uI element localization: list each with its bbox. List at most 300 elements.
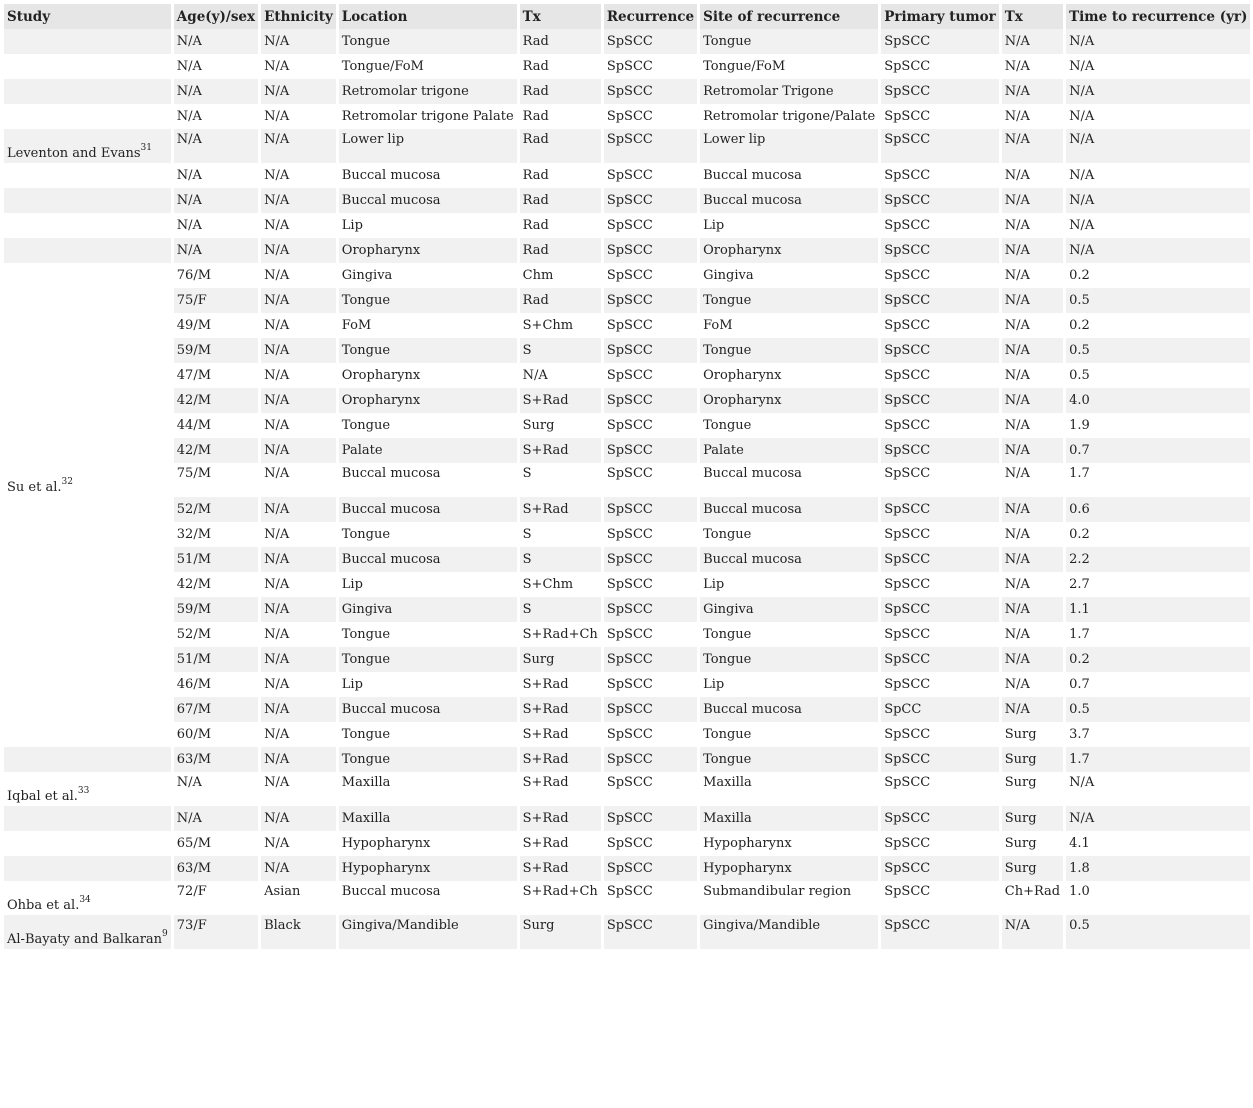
age-sex-cell: 42/M: [174, 388, 258, 413]
ethnicity-cell: N/A: [261, 806, 336, 831]
table-row: [4, 104, 1250, 129]
study-name-cell: [4, 463, 171, 497]
tx-2-cell: N/A: [1002, 572, 1063, 597]
site-of-recurrence-cell: Tongue: [700, 747, 878, 772]
recurrence-cell: SpSCC: [604, 129, 697, 163]
primary-tumor-cell: SpSCC: [881, 413, 999, 438]
time-to-recurrence-cell: N/A: [1066, 129, 1250, 163]
table-row: [4, 338, 1250, 363]
table-row: [4, 772, 1250, 806]
site-of-recurrence-cell: Tongue: [700, 722, 878, 747]
study-cell-empty: [4, 363, 171, 388]
tx-2-cell: Ch+Rad: [1002, 881, 1063, 915]
site-of-recurrence-cell: Tongue/FoM: [700, 54, 878, 79]
table-row: [4, 238, 1250, 263]
recurrence-cell: SpSCC: [604, 806, 697, 831]
tx-cell: S+Rad: [520, 697, 601, 722]
time-to-recurrence-cell: 4.1: [1066, 831, 1250, 856]
age-sex-cell: 42/M: [174, 438, 258, 463]
primary-tumor-cell: SpSCC: [881, 163, 999, 188]
header-tx: Tx: [520, 4, 601, 29]
ethnicity-cell: N/A: [261, 497, 336, 522]
reference-number: 9: [162, 929, 168, 939]
age-sex-cell: 47/M: [174, 363, 258, 388]
table-row: [4, 263, 1250, 288]
age-sex-cell: 52/M: [174, 497, 258, 522]
location-cell: Buccal mucosa: [339, 497, 517, 522]
site-of-recurrence-cell: Submandibular region: [700, 881, 878, 915]
time-to-recurrence-cell: 0.2: [1066, 313, 1250, 338]
site-of-recurrence-cell: Tongue: [700, 288, 878, 313]
table-row: [4, 915, 1250, 949]
study-cell-empty: [4, 856, 171, 881]
tx-cell: S+Rad: [520, 747, 601, 772]
location-cell: Retromolar trigone: [339, 79, 517, 104]
age-sex-cell: 73/F: [174, 915, 258, 949]
site-of-recurrence-cell: Tongue: [700, 522, 878, 547]
study-cell-empty: [4, 313, 171, 338]
tx-cell: S: [520, 547, 601, 572]
recurrence-cell: SpSCC: [604, 915, 697, 949]
ethnicity-cell: N/A: [261, 831, 336, 856]
tx-cell: Rad: [520, 238, 601, 263]
location-cell: Buccal mucosa: [339, 463, 517, 497]
site-of-recurrence-cell: Oropharynx: [700, 363, 878, 388]
recurrence-cell: SpSCC: [604, 772, 697, 806]
tx-cell: S+Chm: [520, 313, 601, 338]
ethnicity-cell: N/A: [261, 54, 336, 79]
study-name-cell: [4, 881, 171, 915]
tx-2-cell: N/A: [1002, 597, 1063, 622]
age-sex-cell: 63/M: [174, 856, 258, 881]
tx-cell: Rad: [520, 79, 601, 104]
age-sex-cell: 51/M: [174, 647, 258, 672]
study-cell-empty: [4, 188, 171, 213]
time-to-recurrence-cell: 1.1: [1066, 597, 1250, 622]
table-row: [4, 856, 1250, 881]
ethnicity-cell: N/A: [261, 697, 336, 722]
site-of-recurrence-cell: Gingiva/Mandible: [700, 915, 878, 949]
study-cell-empty: [4, 747, 171, 772]
primary-tumor-cell: SpSCC: [881, 213, 999, 238]
table-row: [4, 363, 1250, 388]
recurrence-cell: SpSCC: [604, 722, 697, 747]
ethnicity-cell: N/A: [261, 747, 336, 772]
location-cell: Tongue: [339, 747, 517, 772]
site-of-recurrence-cell: Lip: [700, 672, 878, 697]
location-cell: Tongue: [339, 622, 517, 647]
age-sex-cell: 42/M: [174, 572, 258, 597]
study-cell-empty: [4, 413, 171, 438]
time-to-recurrence-cell: 0.5: [1066, 288, 1250, 313]
study-cell-empty: [4, 79, 171, 104]
location-cell: Buccal mucosa: [339, 163, 517, 188]
location-cell: Hypopharynx: [339, 831, 517, 856]
ethnicity-cell: N/A: [261, 238, 336, 263]
tx-cell: S: [520, 597, 601, 622]
location-cell: Gingiva: [339, 597, 517, 622]
primary-tumor-cell: SpSCC: [881, 597, 999, 622]
location-cell: Tongue: [339, 722, 517, 747]
time-to-recurrence-cell: 0.5: [1066, 338, 1250, 363]
recurrence-cell: SpSCC: [604, 163, 697, 188]
study-cell-empty: [4, 338, 171, 363]
study-name: Su et al.: [7, 480, 62, 495]
tx-cell: S+Rad: [520, 772, 601, 806]
header-time-to-recurrence: Time to recurrence (yr): [1066, 4, 1250, 29]
location-cell: Buccal mucosa: [339, 547, 517, 572]
time-to-recurrence-cell: 0.2: [1066, 522, 1250, 547]
location-cell: Tongue: [339, 522, 517, 547]
study-cell-empty: [4, 388, 171, 413]
time-to-recurrence-cell: N/A: [1066, 188, 1250, 213]
site-of-recurrence-cell: Lower lip: [700, 129, 878, 163]
primary-tumor-cell: SpSCC: [881, 438, 999, 463]
recurrence-cell: SpSCC: [604, 263, 697, 288]
site-of-recurrence-cell: Buccal mucosa: [700, 497, 878, 522]
primary-tumor-cell: SpSCC: [881, 104, 999, 129]
tx-cell: Rad: [520, 188, 601, 213]
ethnicity-cell: N/A: [261, 413, 336, 438]
site-of-recurrence-cell: Tongue: [700, 647, 878, 672]
age-sex-cell: 59/M: [174, 338, 258, 363]
ethnicity-cell: N/A: [261, 388, 336, 413]
reference-number: 33: [77, 786, 90, 796]
tx-2-cell: Surg: [1002, 831, 1063, 856]
site-of-recurrence-cell: Buccal mucosa: [700, 547, 878, 572]
location-cell: Buccal mucosa: [339, 881, 517, 915]
ethnicity-cell: N/A: [261, 188, 336, 213]
tx-cell: Surg: [520, 915, 601, 949]
ethnicity-cell: N/A: [261, 288, 336, 313]
study-cell-empty: [4, 672, 171, 697]
primary-tumor-cell: SpSCC: [881, 54, 999, 79]
site-of-recurrence-cell: Maxilla: [700, 772, 878, 806]
tx-cell: Rad: [520, 29, 601, 54]
tx-2-cell: N/A: [1002, 363, 1063, 388]
age-sex-cell: 46/M: [174, 672, 258, 697]
tx-cell: Rad: [520, 163, 601, 188]
ethnicity-cell: N/A: [261, 772, 336, 806]
recurrence-cell: SpSCC: [604, 413, 697, 438]
age-sex-cell: N/A: [174, 163, 258, 188]
age-sex-cell: 32/M: [174, 522, 258, 547]
time-to-recurrence-cell: 0.5: [1066, 915, 1250, 949]
ethnicity-cell: N/A: [261, 622, 336, 647]
header-recurrence: Recurrence: [604, 4, 697, 29]
time-to-recurrence-cell: 0.6: [1066, 497, 1250, 522]
tx-cell: S+Rad: [520, 672, 601, 697]
primary-tumor-cell: SpSCC: [881, 463, 999, 497]
table-row: [4, 79, 1250, 104]
recurrence-cell: SpSCC: [604, 438, 697, 463]
study-cell-empty: [4, 647, 171, 672]
tx-2-cell: Surg: [1002, 806, 1063, 831]
time-to-recurrence-cell: N/A: [1066, 29, 1250, 54]
location-cell: Buccal mucosa: [339, 188, 517, 213]
ethnicity-cell: N/A: [261, 463, 336, 497]
header-primary-tumor: Primary tumor: [881, 4, 999, 29]
tx-cell: S+Rad+Ch: [520, 622, 601, 647]
time-to-recurrence-cell: 0.2: [1066, 647, 1250, 672]
location-cell: Oropharynx: [339, 363, 517, 388]
table-row: [4, 413, 1250, 438]
age-sex-cell: 76/M: [174, 263, 258, 288]
age-sex-cell: N/A: [174, 54, 258, 79]
table-row: [4, 722, 1250, 747]
time-to-recurrence-cell: N/A: [1066, 104, 1250, 129]
study-cell-empty: [4, 54, 171, 79]
tx-2-cell: N/A: [1002, 104, 1063, 129]
study-name: Al-Bayaty and Balkaran: [7, 932, 163, 947]
table-row: [4, 622, 1250, 647]
study-cell-empty: [4, 722, 171, 747]
study-cell-empty: [4, 213, 171, 238]
tx-2-cell: N/A: [1002, 522, 1063, 547]
time-to-recurrence-cell: 0.7: [1066, 672, 1250, 697]
ethnicity-cell: N/A: [261, 79, 336, 104]
study-name-cell: [4, 915, 171, 949]
age-sex-cell: 75/M: [174, 463, 258, 497]
recurrence-cell: SpSCC: [604, 747, 697, 772]
primary-tumor-cell: SpSCC: [881, 747, 999, 772]
tx-2-cell: N/A: [1002, 622, 1063, 647]
header-location: Location: [339, 4, 517, 29]
study-cell-empty: [4, 597, 171, 622]
recurrence-cell: SpSCC: [604, 338, 697, 363]
recurrence-cell: SpSCC: [604, 547, 697, 572]
primary-tumor-cell: SpSCC: [881, 129, 999, 163]
study-name: Ohba et al.: [7, 898, 80, 913]
age-sex-cell: 59/M: [174, 597, 258, 622]
time-to-recurrence-cell: N/A: [1066, 806, 1250, 831]
ethnicity-cell: N/A: [261, 29, 336, 54]
tx-cell: S+Rad: [520, 388, 601, 413]
table-row: [4, 522, 1250, 547]
age-sex-cell: 72/F: [174, 881, 258, 915]
tx-2-cell: N/A: [1002, 29, 1063, 54]
table-row: [4, 572, 1250, 597]
location-cell: Tongue/FoM: [339, 54, 517, 79]
table-container: [4, 4, 1253, 949]
tx-cell: Chm: [520, 263, 601, 288]
site-of-recurrence-cell: Gingiva: [700, 263, 878, 288]
time-to-recurrence-cell: 2.2: [1066, 547, 1250, 572]
age-sex-cell: 49/M: [174, 313, 258, 338]
table-row: [4, 213, 1250, 238]
table-row: [4, 597, 1250, 622]
site-of-recurrence-cell: Maxilla: [700, 806, 878, 831]
table-row: [4, 831, 1250, 856]
recurrence-cell: SpSCC: [604, 572, 697, 597]
location-cell: Palate: [339, 438, 517, 463]
tx-2-cell: N/A: [1002, 163, 1063, 188]
primary-tumor-cell: SpSCC: [881, 622, 999, 647]
location-cell: Gingiva/Mandible: [339, 915, 517, 949]
ethnicity-cell: N/A: [261, 213, 336, 238]
time-to-recurrence-cell: N/A: [1066, 54, 1250, 79]
site-of-recurrence-cell: Gingiva: [700, 597, 878, 622]
primary-tumor-cell: SpSCC: [881, 856, 999, 881]
tx-2-cell: N/A: [1002, 413, 1063, 438]
tx-2-cell: N/A: [1002, 288, 1063, 313]
age-sex-cell: 44/M: [174, 413, 258, 438]
ethnicity-cell: N/A: [261, 597, 336, 622]
recurrence-cell: SpSCC: [604, 363, 697, 388]
recurrence-cell: SpSCC: [604, 856, 697, 881]
location-cell: Tongue: [339, 288, 517, 313]
location-cell: Maxilla: [339, 806, 517, 831]
ethnicity-cell: N/A: [261, 104, 336, 129]
primary-tumor-cell: SpSCC: [881, 363, 999, 388]
reference-number: 31: [140, 143, 152, 153]
tx-cell: S: [520, 522, 601, 547]
time-to-recurrence-cell: 4.0: [1066, 388, 1250, 413]
tx-2-cell: N/A: [1002, 188, 1063, 213]
location-cell: Tongue: [339, 647, 517, 672]
time-to-recurrence-cell: N/A: [1066, 238, 1250, 263]
table-row: [4, 29, 1250, 54]
age-sex-cell: N/A: [174, 772, 258, 806]
recurrence-cell: SpSCC: [604, 54, 697, 79]
recurrence-cell: SpSCC: [604, 313, 697, 338]
tx-2-cell: N/A: [1002, 54, 1063, 79]
ethnicity-cell: N/A: [261, 547, 336, 572]
table-row: [4, 288, 1250, 313]
primary-tumor-cell: SpSCC: [881, 288, 999, 313]
ethnicity-cell: Asian: [261, 881, 336, 915]
study-cell-empty: [4, 104, 171, 129]
tx-2-cell: N/A: [1002, 647, 1063, 672]
site-of-recurrence-cell: Tongue: [700, 413, 878, 438]
age-sex-cell: 75/F: [174, 288, 258, 313]
recurrence-table: [1, 4, 1253, 949]
tx-2-cell: N/A: [1002, 263, 1063, 288]
tx-cell: S: [520, 463, 601, 497]
site-of-recurrence-cell: Buccal mucosa: [700, 463, 878, 497]
tx-2-cell: N/A: [1002, 438, 1063, 463]
study-cell-empty: [4, 547, 171, 572]
site-of-recurrence-cell: Buccal mucosa: [700, 188, 878, 213]
age-sex-cell: 63/M: [174, 747, 258, 772]
study-name: Iqbal et al.: [7, 789, 78, 804]
age-sex-cell: 60/M: [174, 722, 258, 747]
ethnicity-cell: N/A: [261, 263, 336, 288]
location-cell: Oropharynx: [339, 238, 517, 263]
tx-cell: S+Rad: [520, 438, 601, 463]
primary-tumor-cell: SpSCC: [881, 79, 999, 104]
tx-2-cell: N/A: [1002, 497, 1063, 522]
location-cell: FoM: [339, 313, 517, 338]
time-to-recurrence-cell: 1.9: [1066, 413, 1250, 438]
table-row: [4, 463, 1250, 497]
age-sex-cell: 65/M: [174, 831, 258, 856]
location-cell: Retromolar trigone Palate: [339, 104, 517, 129]
tx-2-cell: N/A: [1002, 672, 1063, 697]
ethnicity-cell: N/A: [261, 438, 336, 463]
study-cell-empty: [4, 288, 171, 313]
ethnicity-cell: N/A: [261, 363, 336, 388]
location-cell: Lower lip: [339, 129, 517, 163]
tx-cell: Surg: [520, 413, 601, 438]
tx-2-cell: Surg: [1002, 856, 1063, 881]
time-to-recurrence-cell: N/A: [1066, 213, 1250, 238]
primary-tumor-cell: SpSCC: [881, 188, 999, 213]
tx-2-cell: Surg: [1002, 772, 1063, 806]
table-row: [4, 697, 1250, 722]
time-to-recurrence-cell: N/A: [1066, 79, 1250, 104]
study-name-cell: [4, 772, 171, 806]
primary-tumor-cell: SpSCC: [881, 772, 999, 806]
site-of-recurrence-cell: Retromolar trigone/Palate: [700, 104, 878, 129]
tx-cell: S+Rad: [520, 856, 601, 881]
age-sex-cell: N/A: [174, 129, 258, 163]
time-to-recurrence-cell: 0.7: [1066, 438, 1250, 463]
tx-2-cell: N/A: [1002, 547, 1063, 572]
tx-cell: Rad: [520, 213, 601, 238]
age-sex-cell: N/A: [174, 104, 258, 129]
study-cell-empty: [4, 438, 171, 463]
tx-cell: N/A: [520, 363, 601, 388]
tx-cell: Rad: [520, 54, 601, 79]
primary-tumor-cell: SpSCC: [881, 547, 999, 572]
study-cell-empty: [4, 622, 171, 647]
location-cell: Buccal mucosa: [339, 697, 517, 722]
recurrence-cell: SpSCC: [604, 622, 697, 647]
header-age-sex: Age(y)/sex: [174, 4, 258, 29]
ethnicity-cell: N/A: [261, 522, 336, 547]
recurrence-cell: SpSCC: [604, 497, 697, 522]
tx-2-cell: N/A: [1002, 213, 1063, 238]
study-cell-empty: [4, 263, 171, 288]
tx-2-cell: N/A: [1002, 313, 1063, 338]
recurrence-cell: SpSCC: [604, 672, 697, 697]
recurrence-cell: SpSCC: [604, 213, 697, 238]
tx-cell: S+Rad: [520, 831, 601, 856]
reference-number: 34: [79, 895, 91, 905]
recurrence-cell: SpSCC: [604, 238, 697, 263]
ethnicity-cell: N/A: [261, 722, 336, 747]
primary-tumor-cell: SpSCC: [881, 806, 999, 831]
tx-2-cell: N/A: [1002, 463, 1063, 497]
age-sex-cell: 52/M: [174, 622, 258, 647]
tx-cell: S+Rad: [520, 722, 601, 747]
site-of-recurrence-cell: Hypopharynx: [700, 831, 878, 856]
header-site-of-recurrence: Site of recurrence: [700, 4, 878, 29]
study-cell-empty: [4, 831, 171, 856]
header-study: Study: [4, 4, 171, 29]
study-cell-empty: [4, 522, 171, 547]
primary-tumor-cell: SpSCC: [881, 263, 999, 288]
primary-tumor-cell: SpSCC: [881, 522, 999, 547]
tx-2-cell: N/A: [1002, 238, 1063, 263]
site-of-recurrence-cell: Lip: [700, 572, 878, 597]
primary-tumor-cell: SpSCC: [881, 338, 999, 363]
site-of-recurrence-cell: Tongue: [700, 29, 878, 54]
tx-2-cell: Surg: [1002, 747, 1063, 772]
table-row: [4, 647, 1250, 672]
study-name: Leventon and Evans: [7, 146, 141, 161]
primary-tumor-cell: SpSCC: [881, 238, 999, 263]
table-row: [4, 747, 1250, 772]
site-of-recurrence-cell: FoM: [700, 313, 878, 338]
site-of-recurrence-cell: Retromolar Trigone: [700, 79, 878, 104]
recurrence-cell: SpSCC: [604, 647, 697, 672]
time-to-recurrence-cell: 0.5: [1066, 363, 1250, 388]
study-cell-empty: [4, 163, 171, 188]
site-of-recurrence-cell: Oropharynx: [700, 238, 878, 263]
header-ethnicity: Ethnicity: [261, 4, 336, 29]
